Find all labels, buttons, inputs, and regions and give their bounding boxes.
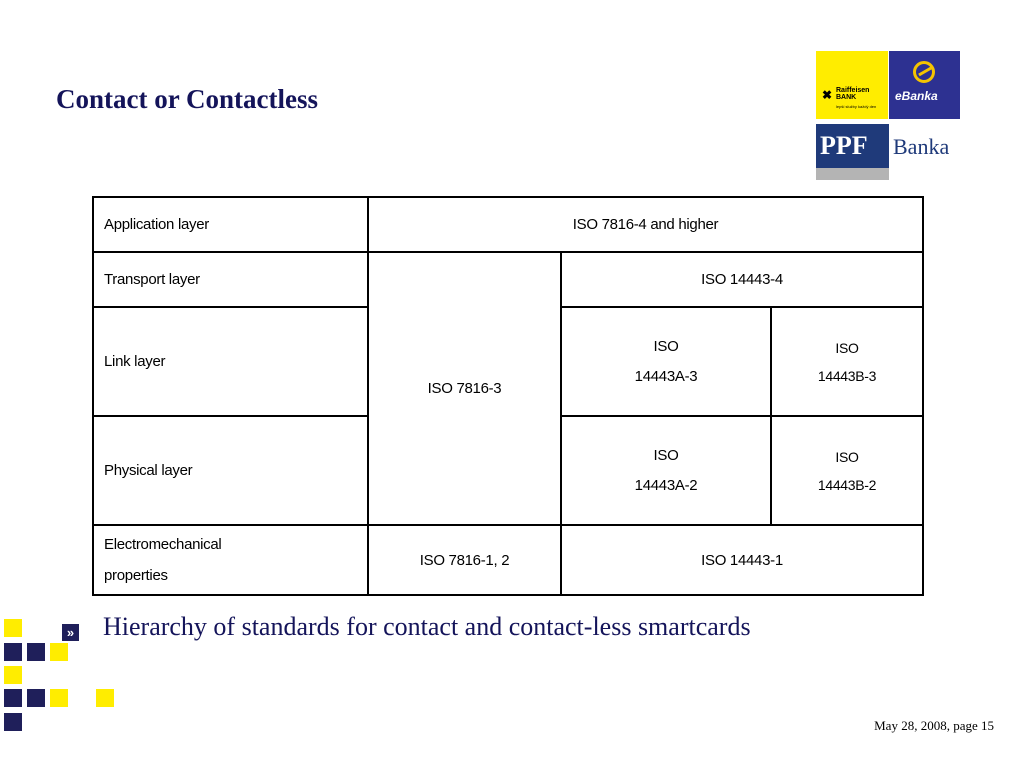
physical-layer-label: Physical layer xyxy=(93,416,368,525)
application-layer-value: ISO 7816-4 and higher xyxy=(368,197,923,252)
electromechanical-label-line1: Electromechanical xyxy=(104,536,222,553)
raiffeisen-logo-name xyxy=(836,87,869,101)
raiffeisen-logo-name-line2: BANK xyxy=(836,94,857,101)
deco-square xyxy=(4,643,22,661)
raiffeisen-bank-logo xyxy=(816,51,888,119)
deco-square xyxy=(96,689,114,707)
link-layer-type-b xyxy=(771,307,923,416)
slide-title: Contact or Contactless xyxy=(56,84,318,114)
deco-square xyxy=(27,643,45,661)
link-b-line2: 14443B-3 xyxy=(817,367,877,384)
electromechanical-contactless-value: ISO 14443-1 xyxy=(561,525,923,595)
electromechanical-label-line2: properties xyxy=(104,567,168,584)
transport-layer-value: ISO 14443-4 xyxy=(561,252,923,307)
link-a-line2: 14443A-3 xyxy=(634,367,698,385)
electromechanical-label xyxy=(93,525,368,595)
ppf-logo-bar xyxy=(816,168,889,180)
application-layer-label: Application layer xyxy=(93,197,368,252)
physical-b-line1: ISO xyxy=(835,448,859,465)
deco-square xyxy=(4,713,22,731)
raiffeisen-logo-tagline: lepší služby každý den xyxy=(836,104,877,109)
raiffeisen-cross-icon: ✖ xyxy=(822,88,833,102)
deco-square xyxy=(4,689,22,707)
transport-layer-label: Transport layer xyxy=(93,252,368,307)
table-row xyxy=(93,197,923,252)
ebanka-logo xyxy=(889,51,960,119)
deco-square xyxy=(27,689,45,707)
deco-square xyxy=(50,643,68,661)
physical-b-line2: 14443B-2 xyxy=(817,476,877,493)
link-b-line1: ISO xyxy=(835,339,859,356)
standards-table xyxy=(92,196,924,596)
physical-layer-type-a xyxy=(561,416,771,525)
ebanka-logo-word: eBanka xyxy=(895,89,938,103)
ppf-logo-word: PPF xyxy=(820,131,868,160)
link-layer-type-a xyxy=(561,307,771,416)
physical-a-line2: 14443A-2 xyxy=(634,476,698,494)
table-row xyxy=(93,252,923,307)
link-layer-label: Link layer xyxy=(93,307,368,416)
deco-square xyxy=(4,666,22,684)
physical-a-line1: ISO xyxy=(653,446,679,464)
ebanka-mark-icon xyxy=(913,61,935,83)
table-row xyxy=(93,525,923,595)
contact-lower-layers-value: ISO 7816-3 xyxy=(368,252,561,525)
table-caption: Hierarchy of standards for contact and contact-less smartcards xyxy=(103,612,751,641)
deco-square xyxy=(4,619,22,637)
link-a-line1: ISO xyxy=(653,337,679,355)
deco-square xyxy=(50,689,68,707)
slide-footer-date-page: May 28, 2008, page 15 xyxy=(874,718,994,733)
physical-layer-type-b xyxy=(771,416,923,525)
electromechanical-contact-value: ISO 7816-1, 2 xyxy=(368,525,561,595)
ppf-banka-word: Banka xyxy=(893,134,950,159)
ppf-logo xyxy=(816,124,889,168)
bullet-arrow-icon: » xyxy=(62,624,79,641)
raiffeisen-logo-name-line1: Raiffeisen xyxy=(836,87,870,94)
